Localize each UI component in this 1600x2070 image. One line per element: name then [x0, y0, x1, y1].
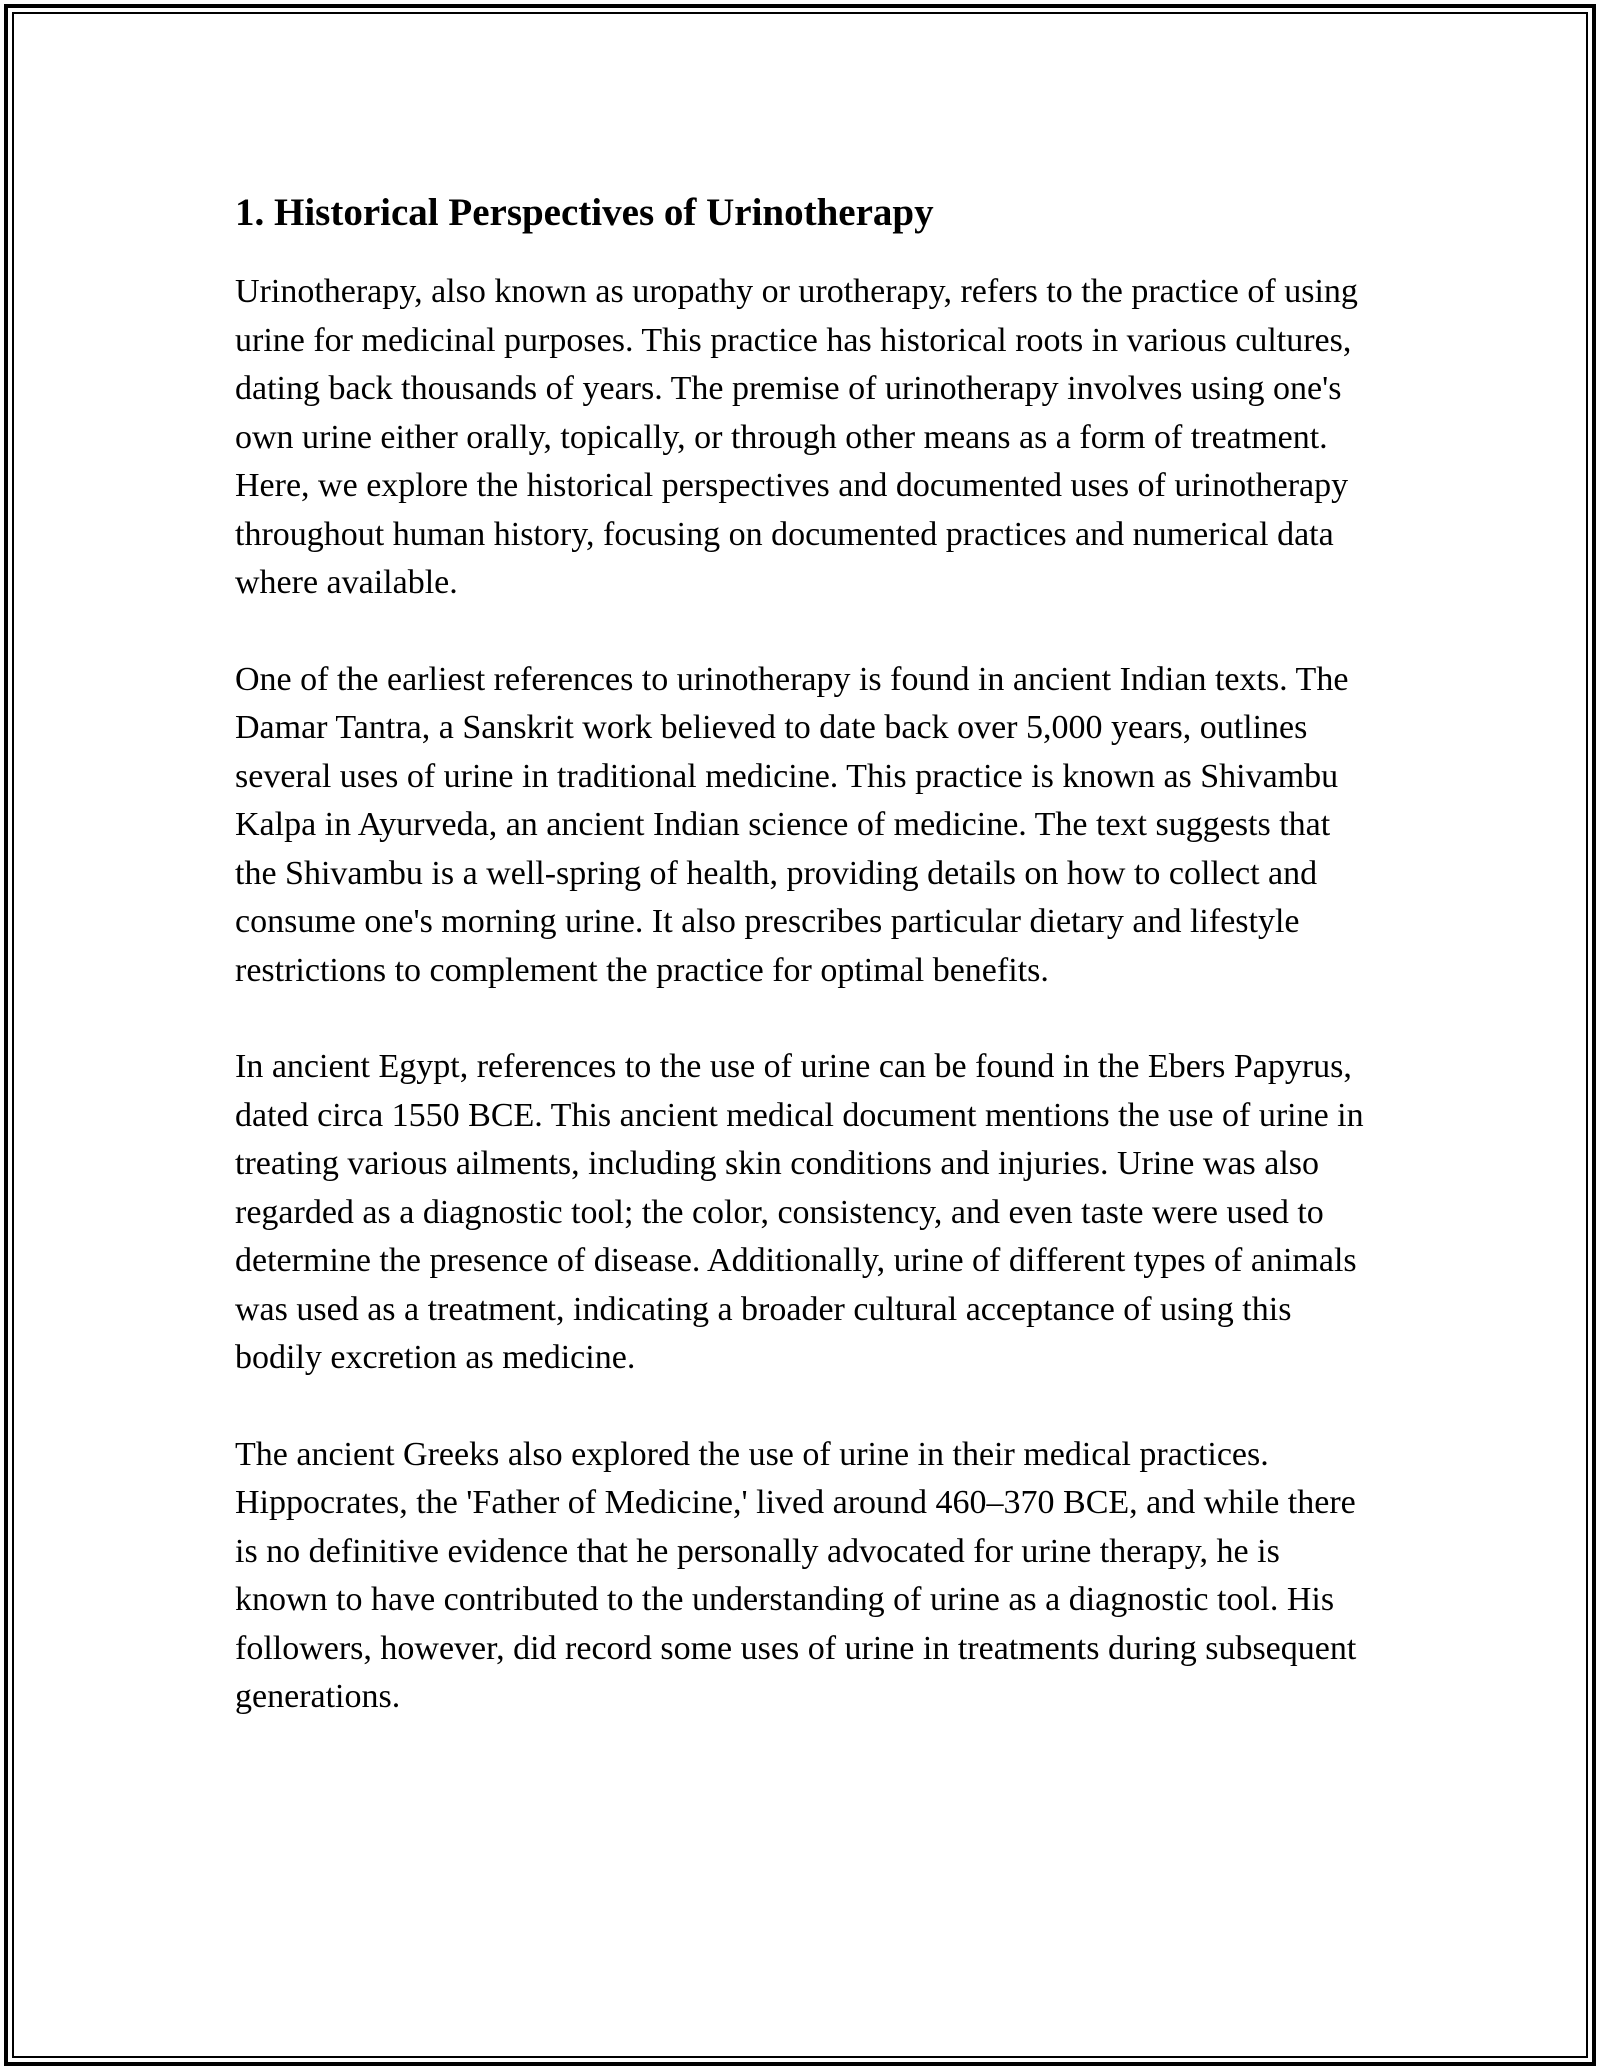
document-body	[235, 188, 1380, 1770]
paragraph-1: Urinotherapy, also known as uropathy or urotherapy, refers to the practice of using urine for medicinal purposes. This practice has historical roots in various cultures, dating back thousands of years. The premise of urinotherapy involves using one's own urine either orally, topically, or through other means as a form of treatment. Here, we explore the historical perspectives and documented uses of urinotherapy throughout human history, focusing on documented practices and numerical data where available.	[235, 273, 1358, 601]
paragraph-3: In ancient Egypt, references to the use of urine can be found in the Ebers Papyrus, dated circa 1550 BCE. This ancient medical document mentions the use of urine in treating various ailments, including skin conditions and injuries. Urine was also regarded as a diagnostic tool; the color, consistency, and even taste were used to determine the presence of disease. Additionally, urine of different types of animals was used as a treatment, indicating a broader cultural acceptance of using this bodily excretion as medicine.	[235, 1048, 1364, 1376]
paragraph-2: One of the earliest references to urinotherapy is found in ancient Indian texts. The Damar Tantra, a Sanskrit work believed to date back over 5,000 years, outlines several uses of urine in traditional medicine. This practice is known as Shivambu Kalpa in Ayurveda, an ancient Indian science of medicine. The text suggests that the Shivambu is a well-spring of health, providing details on how to collect and consume one's morning urine. It also prescribes particular dietary and lifestyle restrictions to complement the practice for optimal benefits.	[235, 660, 1349, 989]
paragraph-4: The ancient Greeks also explored the use of urine in their medical practices. Hippocrates, the 'Father of Medicine,' lived around 460–370 BCE, and while there is no definitive evidence that he personally advocated for urine therapy, he is known to have contributed to the understanding of urine as a diagnostic tool. His followers, however, did record some uses of urine in treatments during subsequent generations.	[235, 1435, 1357, 1715]
section-heading: 1. Historical Perspectives of Urinotherapy	[235, 191, 934, 234]
